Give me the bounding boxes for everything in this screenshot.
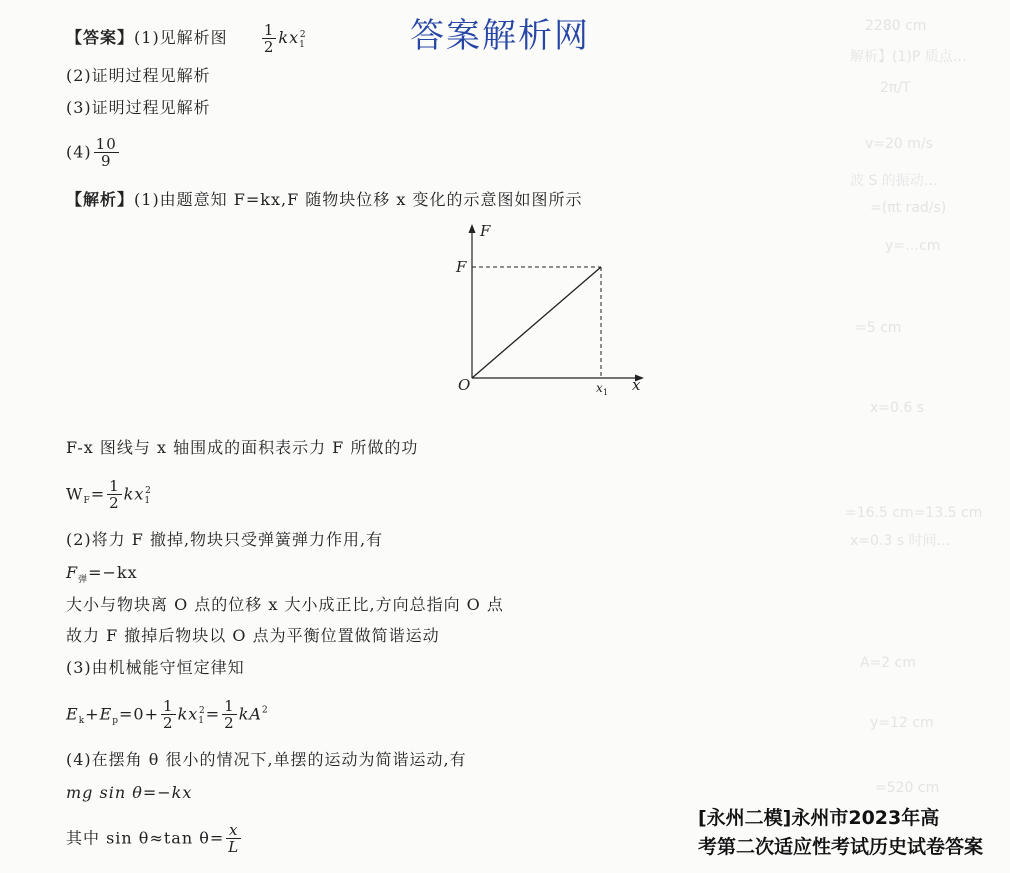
bleed-text: =5 cm <box>855 320 902 336</box>
x-axis-label: x <box>632 376 641 394</box>
work-subscript: F <box>83 496 91 507</box>
analysis-intro-text: (1)由题意知 F=kx,F 随物块位移 x 变化的示意图如图所示 <box>134 190 583 209</box>
proportional-line: 大小与物块离 O 点的位移 x 大小成正比,方向总指向 O 点 <box>66 595 504 614</box>
energy-equation: $E_k+E_p=0+$ $\frac{1}{2}$ $kx_1^2=$ $\frac{1}{2}$ $kA^2$ <box>66 697 269 732</box>
f-tick-label: F <box>456 258 467 276</box>
bleed-text: 波 S 的振动… <box>850 173 938 189</box>
work-symbol: W <box>66 484 84 504</box>
bleed-text: =520 cm <box>875 780 940 796</box>
energy-k-subscript: k <box>78 716 86 727</box>
analysis-intro <box>66 190 582 210</box>
spring-force-equation <box>66 563 138 590</box>
bleed-text: v=20 m/s <box>865 136 933 152</box>
bleed-text: 2π/T <box>880 80 911 96</box>
analysis-bracket: 【解析】 <box>66 190 135 209</box>
spring-force-symbol: F <box>66 563 79 582</box>
bleed-text: x=0.6 s <box>870 400 925 416</box>
energy-symbol-p: E <box>99 704 113 724</box>
answer-part4 <box>66 136 121 169</box>
footer-caption-line2: 考第二次适应性考试历史试卷答案 <box>698 836 984 858</box>
x-over-l-fraction: $\frac{x}{L}$ <box>228 821 240 856</box>
bleed-text: =(πt rad/s) <box>870 200 947 216</box>
shm-conclusion: 故力 F 撤掉后物块以 O 点为平衡位置做简谐运动 <box>66 626 440 645</box>
bleed-text: x=0.3 s 时间… <box>850 533 951 549</box>
bleed-text: y=…cm <box>885 238 941 254</box>
spring-force-subscript: 弹 <box>78 575 89 586</box>
energy-half-fraction-2: $\frac{1}{2}$ <box>224 697 235 732</box>
work-equation: $W_F=$ $\frac{1}{2}$ $kx_1^2$ <box>66 477 152 512</box>
energy-p-subscript: p <box>112 716 120 727</box>
answer-bracket: 【答案】 <box>66 28 135 47</box>
bleed-text: 2280 cm <box>865 18 927 34</box>
y-axis-arrow <box>469 224 476 233</box>
answer-part4-fraction: $\frac{10}{9}$ <box>95 135 117 170</box>
sin-approx-text: 其中 sin θ≈tan θ= <box>66 828 225 848</box>
half-fraction: $\frac{1}{2}$ <box>263 21 275 56</box>
f-x-graph <box>450 222 660 402</box>
f-kx-line <box>472 267 601 378</box>
part4-intro: (4)在摆角 θ 很小的情况下,单摆的运动为简谐运动,有 <box>66 750 467 769</box>
x1-tick-sub: 1 <box>603 388 609 397</box>
answer-part1-text: (1)见解析图 <box>134 28 228 47</box>
y-axis-label: F <box>480 222 491 240</box>
area-line: F-x 图线与 x 轴围成的面积表示力 F 所做的功 <box>66 438 419 457</box>
part3-intro: (3)由机械能守恒定律知 <box>66 658 245 677</box>
work-half-fraction: $\frac{1}{2}$ <box>109 477 120 512</box>
answer-part2: (2)证明过程见解析 <box>66 66 211 85</box>
bleed-text: A=2 cm <box>860 655 916 671</box>
origin-label: O <box>458 376 471 394</box>
part2-intro: (2)将力 F 撤掉,物块只受弹簧弹力作用,有 <box>66 530 384 549</box>
energy-half-fraction-1: $\frac{1}{2}$ <box>163 697 174 732</box>
pendulum-equation: mg sin θ=−kx <box>66 783 193 802</box>
spring-force-rhs: =−kx <box>88 563 138 582</box>
energy-symbol-k: E <box>66 704 79 724</box>
answer-part1: 【答案】(1)见解析图 $\frac{1}{2}$ $kx_1^2$ <box>66 21 307 56</box>
watermark-text: 答案解析网 <box>410 16 590 56</box>
bleed-text: y=12 cm <box>870 715 934 731</box>
sin-approx-equation <box>66 822 243 855</box>
x1-tick-label: x <box>596 381 603 395</box>
bleed-text: =16.5 cm=13.5 cm <box>845 505 983 521</box>
footer-caption-line1: [永州二模]永州市2023年高 <box>698 807 940 829</box>
answer-part4-label: (4) <box>66 142 92 162</box>
bleed-text: 解析】(1)P 质点… <box>850 49 967 65</box>
answer-part3: (3)证明过程见解析 <box>66 98 211 117</box>
